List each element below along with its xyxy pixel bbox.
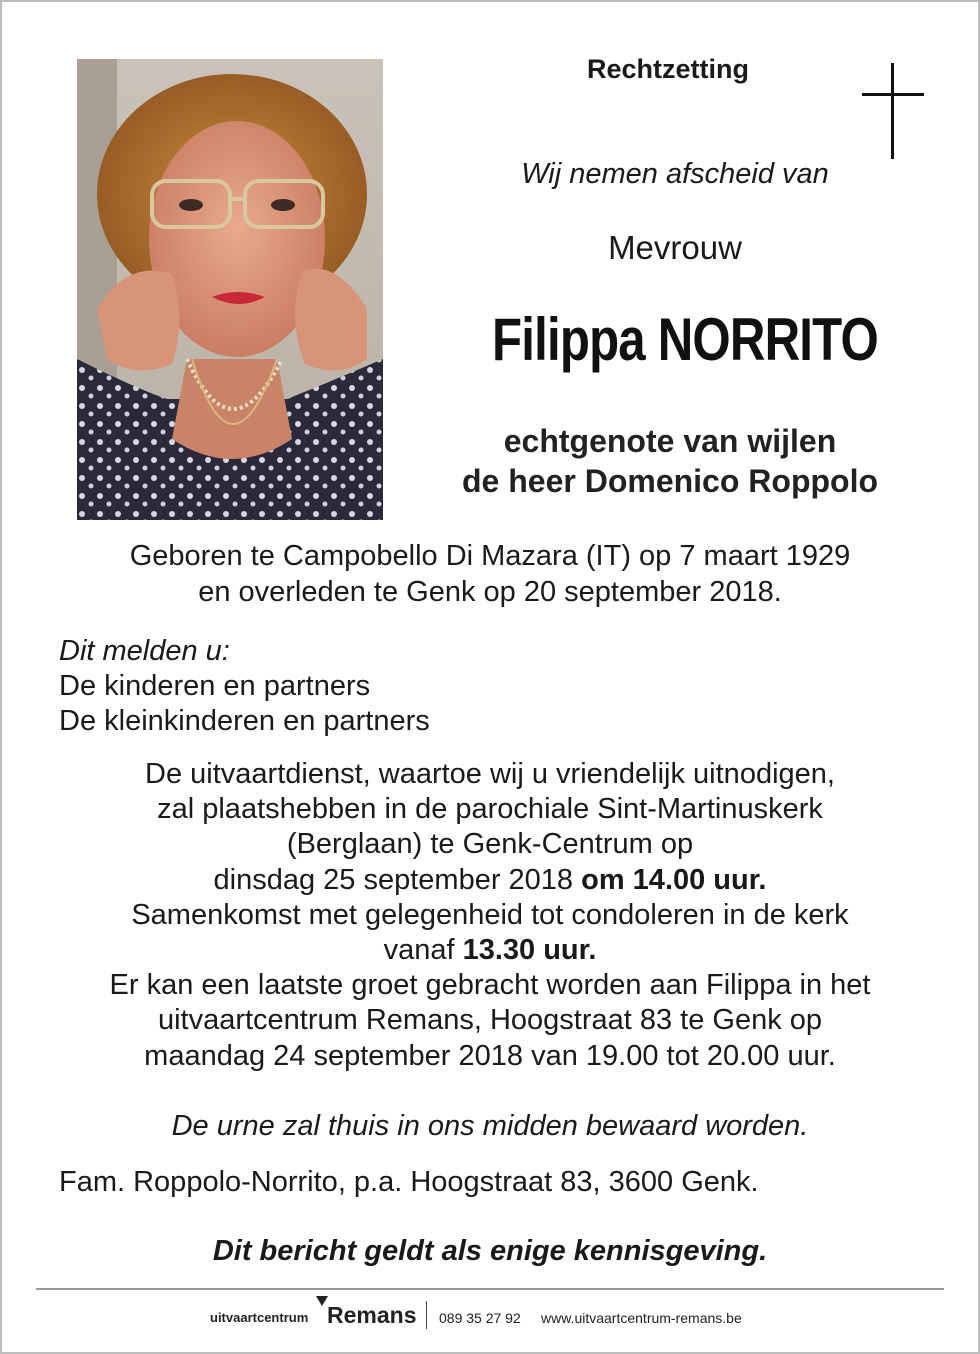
notice-text: Dit bericht geldt als enige kennisgeving.: [212, 1235, 768, 1267]
correction-title: Rechtzetting: [587, 54, 749, 84]
footer: [210, 1296, 790, 1336]
cross-icon: [862, 63, 924, 159]
spouse-line-2: de heer Domenico Roppolo: [461, 463, 879, 499]
condolence-prefix: vanaf: [383, 934, 463, 967]
birth-death-info: [40, 538, 940, 610]
service-date: dinsdag 25 september 2018: [213, 863, 582, 896]
service-line: maandag 24 september 2018 van 19.00 tot 20.00 uur.: [144, 1039, 836, 1072]
service-line: De uitvaartdienst, waartoe wij u vriendelijk uitnodigen,: [145, 758, 835, 790]
service-line: uitvaartcentrum Remans, Hoogstraat 83 te Genk op: [157, 1004, 823, 1037]
portrait-illustration: [77, 59, 383, 520]
mourners-block: [59, 634, 759, 739]
birth-line: Geboren te Campobello Di Mazara (IT) op 7 maart 1929: [129, 540, 851, 572]
salutation: Mevrouw: [608, 229, 742, 266]
portrait-photo: [77, 59, 383, 520]
deceased-name: Filippa NORRITO: [492, 306, 878, 373]
condolence-time: 13.30 uur.: [462, 934, 597, 967]
spouse-info: [400, 421, 940, 501]
brand-prefix: uitvaartcentrum: [210, 1310, 309, 1325]
mourners-heading: Dit melden u:: [59, 635, 230, 667]
family-address: Fam. Roppolo-Norrito, p.a. Hoogstraat 83, 3600 Genk.: [59, 1166, 759, 1198]
service-time: om 14.00 uur.: [581, 863, 767, 896]
mourner-item: De kleinkinderen en partners: [59, 705, 430, 737]
urn-note: De urne zal thuis in ons midden bewaard worden.: [171, 1110, 809, 1142]
condolence-time-line: [40, 933, 940, 968]
service-line: (Berglaan) te Genk-Centrum op: [286, 828, 694, 861]
service-info: [40, 757, 940, 1074]
footer-phone: 089 35 27 92: [439, 1310, 521, 1326]
intro-text: Wij nemen afscheid van: [521, 158, 829, 190]
service-line: Samenkomst met gelegenheid tot condoleren in de kerk: [131, 898, 849, 931]
footer-website: www.uitvaartcentrum-remans.be: [541, 1310, 742, 1326]
service-date-line: [40, 863, 940, 898]
death-line: en overleden te Genk op 20 september 2018.: [198, 576, 782, 608]
mourner-item: De kinderen en partners: [59, 670, 371, 702]
service-line: Er kan een laatste groet gebracht worden aan Filippa in het: [109, 969, 871, 1002]
service-line: zal plaatshebben in de parochiale Sint-Martinuskerk: [157, 793, 823, 826]
footer-divider: [36, 1288, 944, 1290]
brand-name: Remans: [327, 1302, 417, 1328]
footer-separator: [426, 1301, 427, 1329]
spouse-line-1: echtgenote van wijlen: [503, 423, 837, 459]
